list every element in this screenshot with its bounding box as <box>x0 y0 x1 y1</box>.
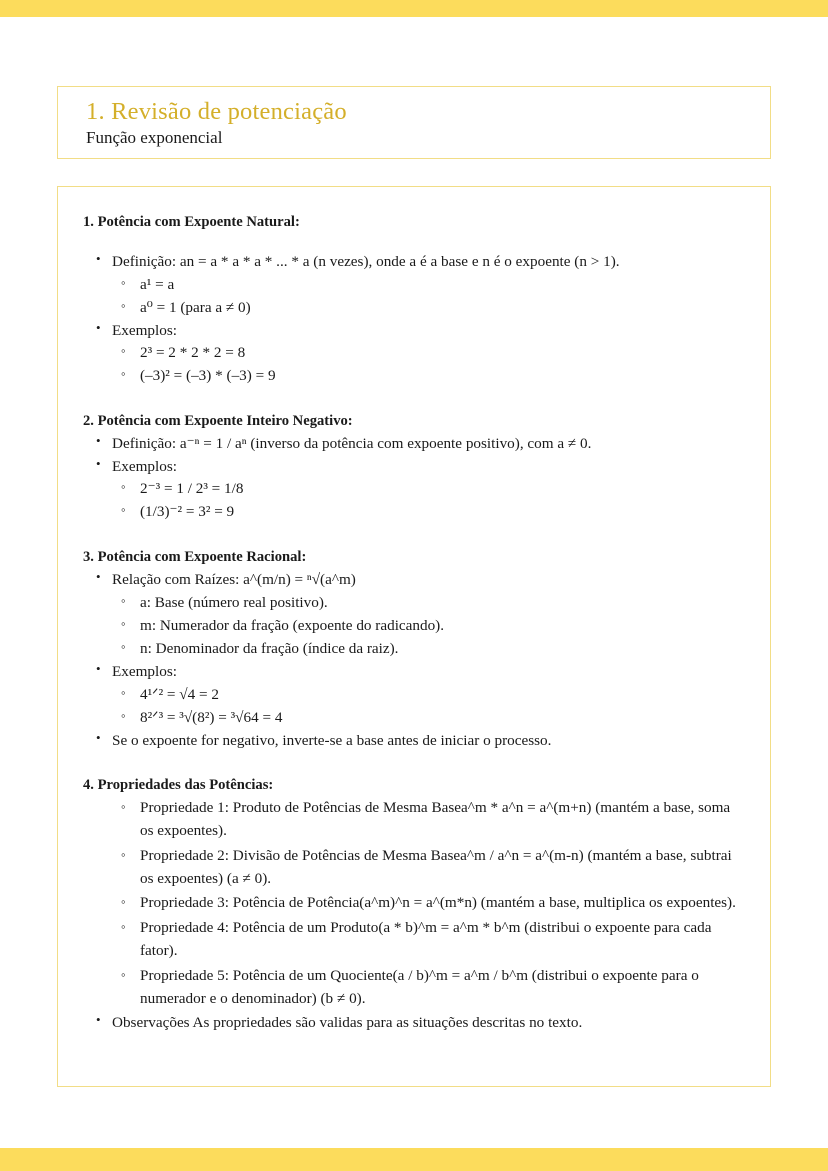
list-item: • Observações As propriedades são validas para as situações descritas no texto. <box>83 1012 746 1034</box>
list-item: • Exemplos: <box>83 661 746 683</box>
list-item: ◦ a⁰ = 1 (para a ≠ 0) <box>83 297 746 319</box>
list-item: • Definição: an = a * a * a * ... * a (n vezes), onde a é a base e n é o expoente (n > 1). <box>83 251 746 273</box>
page-subtitle: Função exponencial <box>86 127 223 147</box>
bottom-decorative-band <box>0 1148 828 1171</box>
list-item: • Exemplos: <box>83 456 746 478</box>
list-item: ◦ 2³ = 2 * 2 * 2 = 8 <box>83 342 746 364</box>
page-title: 1. Revisão de potenciação <box>86 98 347 125</box>
list-item: • Definição: a⁻ⁿ = 1 / aⁿ (inverso da potência com expoente positivo), com a ≠ 0. <box>83 433 746 455</box>
section-heading: 3. Potência com Expoente Racional: <box>83 549 307 566</box>
list-item: ◦ Propriedade 2: Divisão de Potências de Mesma Basea^m / a^n = a^(m-n) (mantém a base, subtrai os expoentes) (a ≠ 0). <box>83 845 746 891</box>
section-list <box>83 797 746 1034</box>
section-list <box>83 251 746 387</box>
section-list <box>83 569 746 751</box>
section-list <box>83 433 746 523</box>
content-section <box>83 776 746 1034</box>
list-item: ◦ 8²ᐟ³ = ³√(8²) = ³√64 = 4 <box>83 707 746 729</box>
section-heading: 4. Propriedades das Potências: <box>83 777 274 794</box>
list-item: • Se o expoente for negativo, inverte-se a base antes de iniciar o processo. <box>83 730 746 752</box>
section-heading: 1. Potência com Expoente Natural: <box>83 214 300 230</box>
list-item: ◦ Propriedade 3: Potência de Potência(a^m)^n = a^(m*n) (mantém a base, multiplica os expoentes). <box>83 892 746 915</box>
content-section <box>83 213 746 387</box>
document-content-box <box>57 186 771 1087</box>
list-item: ◦ (–3)² = (–3) * (–3) = 9 <box>83 365 746 387</box>
document-header-box <box>57 86 771 159</box>
list-item: ◦ (1/3)⁻² = 3² = 9 <box>83 501 746 523</box>
section-heading: 2. Potência com Expoente Inteiro Negativo: <box>83 413 353 430</box>
list-item: ◦ 2⁻³ = 1 / 2³ = 1/8 <box>83 478 746 500</box>
content-sections <box>58 187 770 1034</box>
list-item: ◦ m: Numerador da fração (expoente do radicando). <box>83 615 746 637</box>
list-item: ◦ Propriedade 5: Potência de um Quociente(a / b)^m = a^m / b^m (distribui o expoente para o numerador e o denominador) (b ≠ 0). <box>83 965 746 1011</box>
list-item: • Relação com Raízes: a^(m/n) = ⁿ√(a^m) <box>83 569 746 591</box>
list-item: • Exemplos: <box>83 320 746 342</box>
list-item: ◦ Propriedade 1: Produto de Potências de Mesma Basea^m * a^n = a^(m+n) (mantém a base, soma os expoentes). <box>83 797 746 843</box>
list-item: ◦ a: Base (número real positivo). <box>83 592 746 614</box>
content-section <box>83 412 746 523</box>
list-item: ◦ a¹ = a <box>83 274 746 296</box>
top-decorative-band <box>0 0 828 17</box>
list-item: ◦ 4¹ᐟ² = √4 = 2 <box>83 684 746 706</box>
list-item: ◦ Propriedade 4: Potência de um Produto(a * b)^m = a^m * b^m (distribui o expoente para cada fator). <box>83 917 746 963</box>
content-section <box>83 548 746 751</box>
list-item: ◦ n: Denominador da fração (índice da raiz). <box>83 638 746 660</box>
